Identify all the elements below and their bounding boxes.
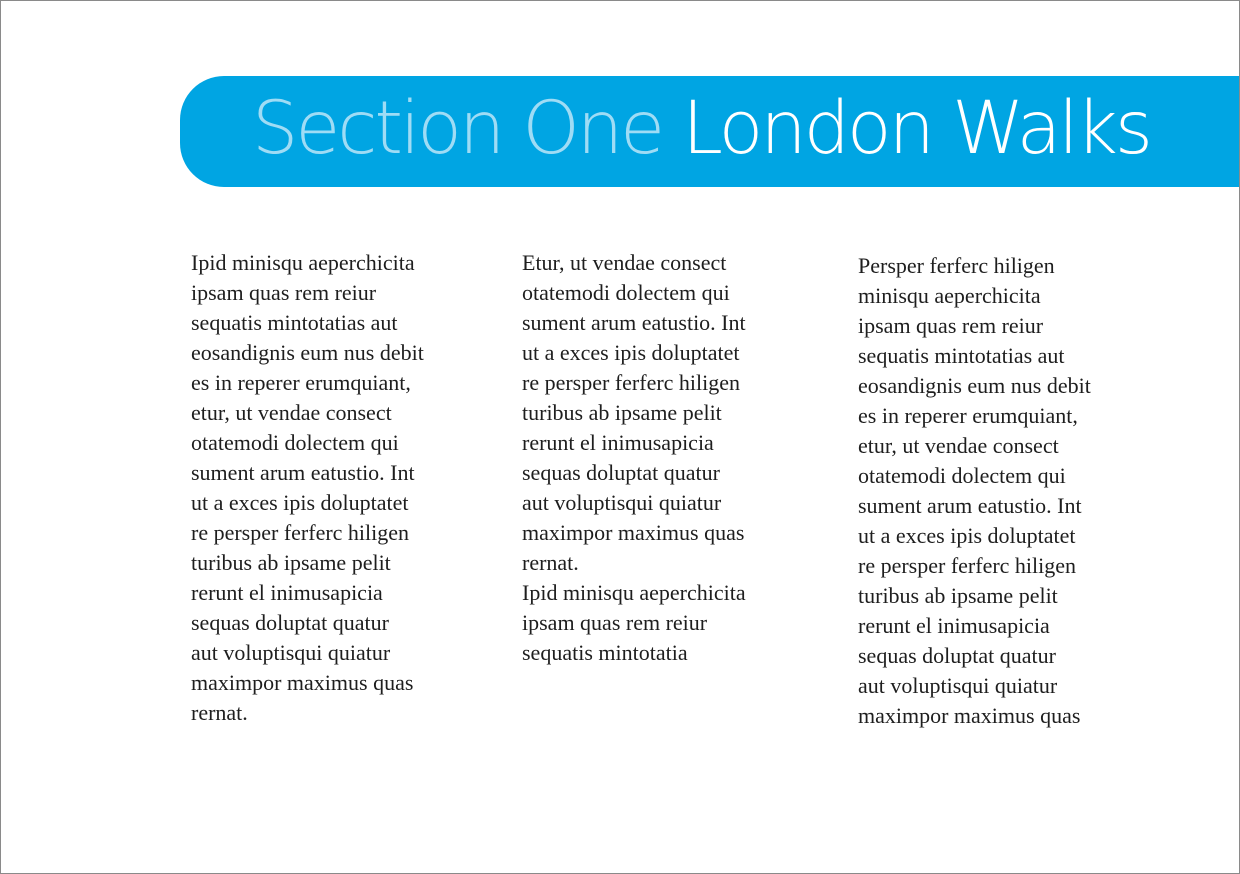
text-column-1: Ipid minisqu aeperchicita ipsam quas rem reiur sequatis mintotatias aut eosandignis eum nus debit es in reperer erumquiant, etur, ut vendae consect otatemodi dolectem qui sument arum eatustio. Int ut a exces ipis doluptatet re persper ferferc hiligen turibus ab ipsame pelit rerunt el inimusapicia sequas doluptat quatur aut voluptisqui quiatur maximpor maximus quas rernat. bbox=[191, 250, 424, 725]
section-title: London Walks bbox=[682, 86, 1150, 171]
section-label: Section One bbox=[252, 86, 663, 171]
page-title bbox=[252, 82, 1150, 176]
section-banner bbox=[180, 76, 1240, 187]
text-column-3: Persper ferferc hiligen minisqu aeperchicita ipsam quas rem reiur sequatis mintotatias aut eosandignis eum nus debit es in reperer erumquiant, etur, ut vendae consect otatemodi dolectem qui sument arum eatustio. Int ut a exces ipis doluptatet re persper ferferc hiligen turibus ab ipsame pelit rerunt el inimusapicia sequas doluptat quatur aut voluptisqui quiatur maximpor maximus quas bbox=[858, 253, 1091, 728]
text-column-2: Etur, ut vendae consect otatemodi dolectem qui sument arum eatustio. Int ut a exces ipis doluptatet re persper ferferc hiligen turibus ab ipsame pelit rerunt el inimusapicia sequas doluptat quatur aut voluptisqui quiatur maximpor maximus quas rernat. Ipid minisqu aeperchicita ipsam quas rem reiur sequatis mintotatia bbox=[522, 250, 746, 665]
